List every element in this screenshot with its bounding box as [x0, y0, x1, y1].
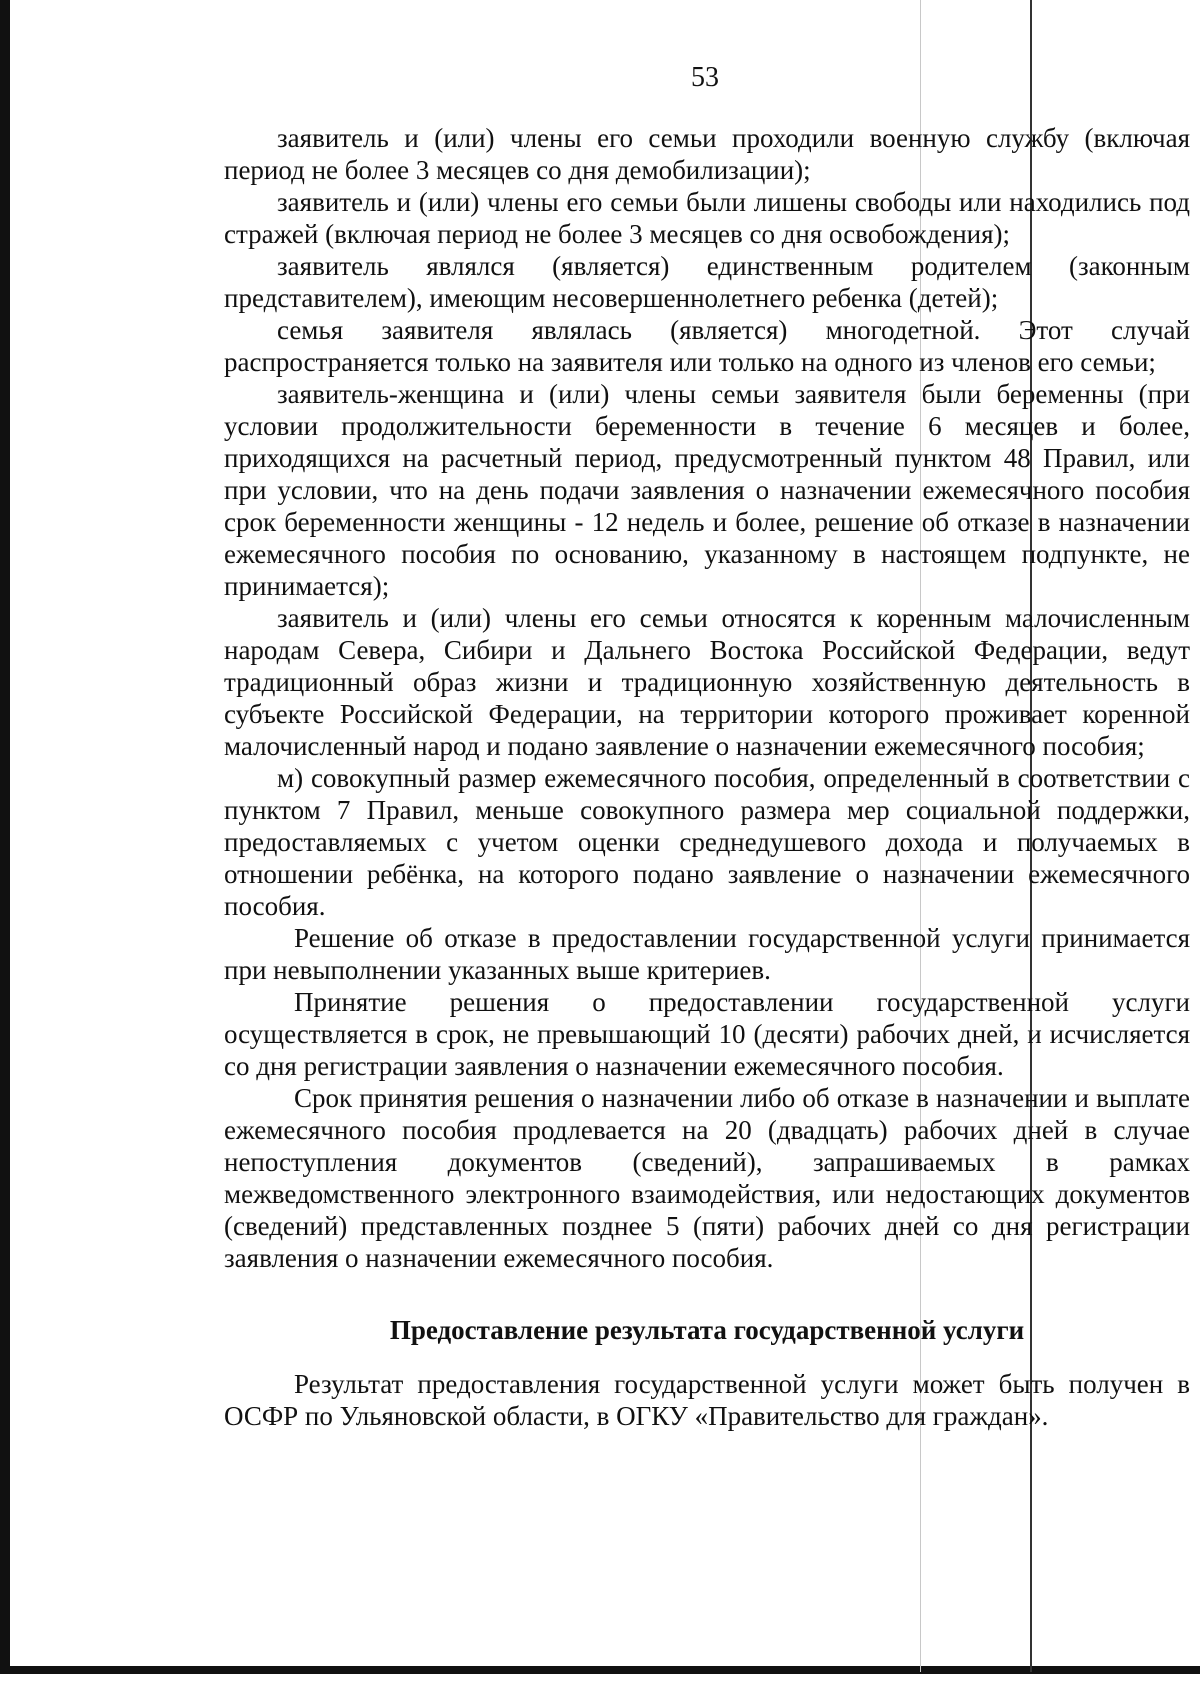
- paragraph-subitem-m: м) совокупный размер ежемесячного пособия, определенный в соответствии с пунктом 7 Правил, меньше совокупного размера мер социальной поддержки, предоставляемых с учетом оценки среднедушевого дохода и получаемых в отношении ребёнка, на которого подано заявление о назначении ежемесячного пособия.: [224, 763, 1190, 921]
- document-body: [224, 122, 1190, 1432]
- paragraph-pregnancy: заявитель-женщина и (или) члены семьи заявителя были беременны (при условии продолжительности беременности в течение 6 месяцев и более, приходящихся на расчетный период, предусмотренный пунктом 48 Правил, или при условии, что на день подачи заявления о назначении ежемесячного пособия срок беременности женщины - 12 недель и более, решение об отказе в назначении ежемесячного пособия по основанию, указанному в настоящем подпункте, не принимается);: [224, 379, 1190, 601]
- page-number: 53: [691, 62, 719, 93]
- paragraph-decision-term: Принятие решения о предоставлении государственной услуги осуществляется в срок, не превышающий 10 (десяти) рабочих дней, и исчисляется со дня регистрации заявления о назначении ежемесячного пособия.: [224, 987, 1190, 1081]
- paragraph-result: Результат предоставления государственной услуги может быть получен в ОСФР по Ульяновской области, в ОГКУ «Правительство для граждан».: [224, 1369, 1190, 1431]
- paragraph-imprisonment: заявитель и (или) члены его семьи были лишены свободы или находились под стражей (включая период не более 3 месяцев со дня освобождения);: [224, 187, 1190, 249]
- scan-border-left: [0, 0, 10, 1672]
- paragraph-military-service: заявитель и (или) члены его семьи проходили военную службу (включая период не более 3 месяцев со дня демобилизации);: [224, 123, 1190, 185]
- paragraph-refusal-decision: Решение об отказе в предоставлении государственной услуги принимается при невыполнении указанных выше критериев.: [224, 923, 1190, 985]
- section-heading: Предоставление результата государственной услуги: [389, 1315, 1025, 1345]
- paragraph-large-family: семья заявителя являлась (является) многодетной. Этот случай распространяется только на заявителя или только на одного из членов его семьи;: [224, 315, 1190, 377]
- scan-border-bottom: [0, 1666, 1200, 1674]
- paragraph-term-extension: Срок принятия решения о назначении либо об отказе в назначении и выплате ежемесячного пособия продлевается на 20 (двадцать) рабочих дней в случае непоступления документов (сведений), запрашиваемых в рамках межведомственного электронного взаимодействия, или недостающих документов (сведений) представленных позднее 5 (пяти) рабочих дней со дня регистрации заявления о назначении ежемесячного пособия.: [224, 1083, 1190, 1273]
- paragraph-indigenous-peoples: заявитель и (или) члены его семьи относятся к коренным малочисленным народам Севера, Сибири и Дальнего Востока Российской Федерации, ведут традиционный образ жизни и традиционную хозяйственную деятельность в субъекте Российской Федерации, на территории которого проживает коренной малочисленный народ и подано заявление о назначении ежемесячного пособия;: [224, 603, 1190, 761]
- paragraph-single-parent: заявитель являлся (является) единственным родителем (законным представителем), имеющим несовершеннолетнего ребенка (детей);: [224, 251, 1190, 313]
